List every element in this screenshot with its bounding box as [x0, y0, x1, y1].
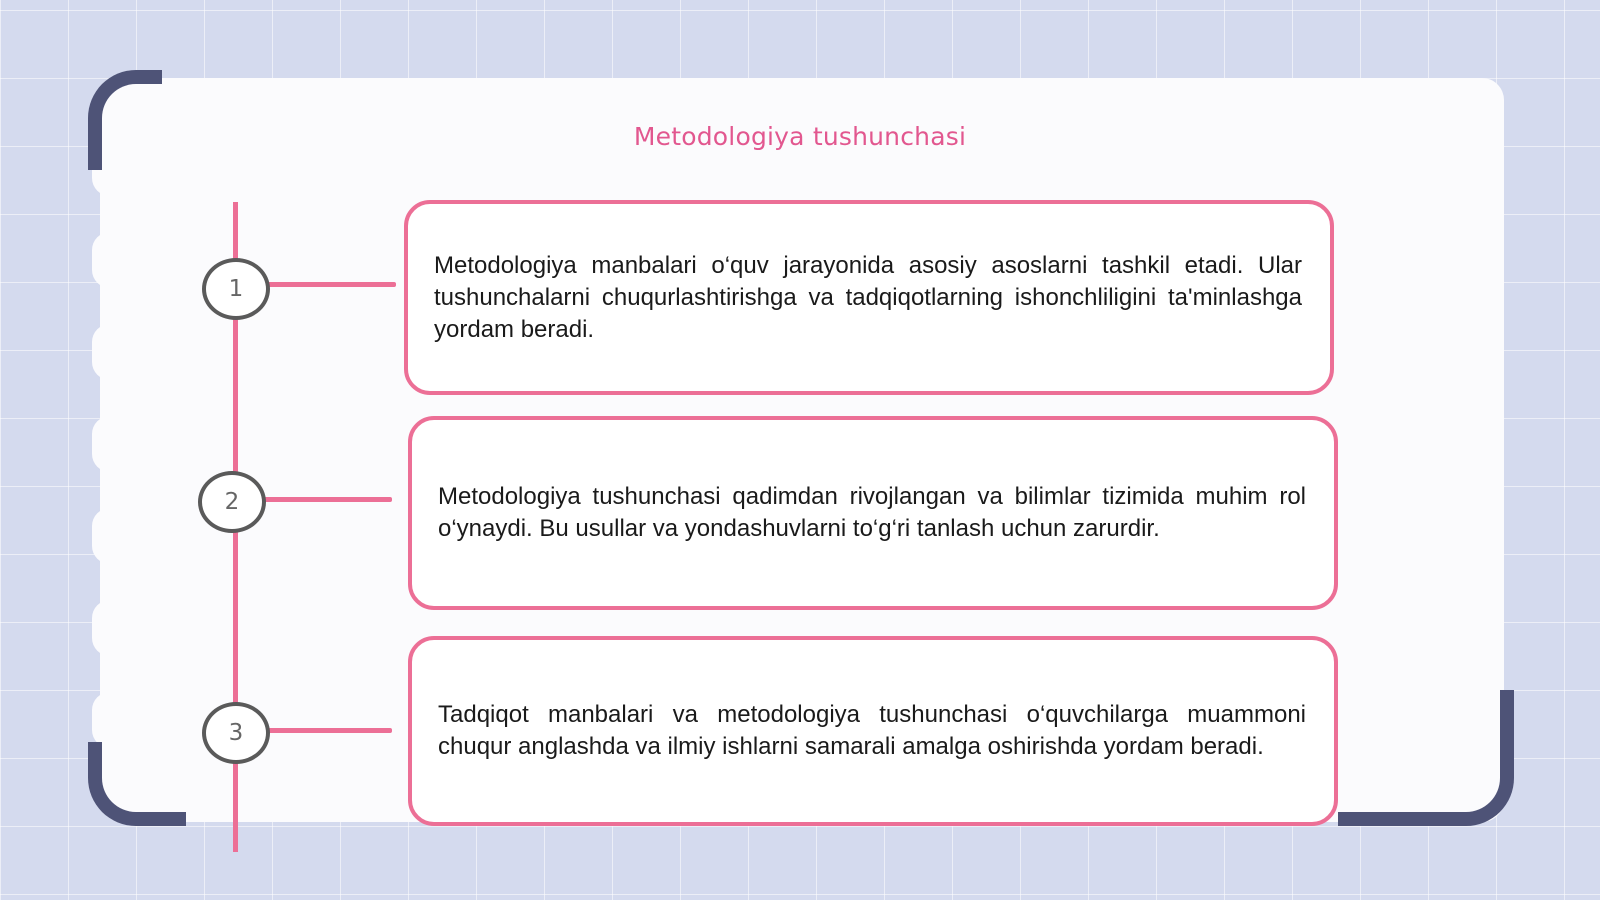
- step-card-text: Metodologiya tushunchasi qadimdan rivojlangan va bilimlar tizimida muhim rol o‘ynaydi. Bu usullar va yondashuvlarni to‘g‘ri tanlash uchun zarurdir.: [438, 483, 1306, 542]
- step-card: [408, 636, 1338, 826]
- step-card-text: Tadqiqot manbalari va metodologiya tushunchasi o‘quvchilarga muammoni chuqur anglashda va ilmiy ishlarni samarali amalga oshirishda yordam beradi.: [438, 701, 1306, 760]
- scallop: [92, 692, 128, 748]
- step-number-badge: 3: [202, 702, 270, 764]
- slide-title: Metodologiya tushunchasi: [633, 122, 967, 151]
- corner-bracket-top-left: [88, 70, 162, 170]
- scallop: [92, 508, 128, 564]
- step-card: [408, 416, 1338, 610]
- step-number-badge: 1: [202, 258, 270, 320]
- sheet-scalloped-edge: [92, 140, 128, 760]
- scallop: [92, 232, 128, 288]
- corner-bracket-bottom-left: [88, 742, 186, 826]
- scallop: [92, 324, 128, 380]
- step-number-badge: 2: [198, 471, 266, 533]
- step-card-text: Metodologiya manbalari o‘quv jarayonida asosiy asoslarni tashkil etadi. Ular tushunchalarni chuqurlashtirishga va tadqiqotlarning ishonchliligini ta'minlashga yordam beradi.: [434, 251, 1302, 343]
- timeline-connector: [266, 728, 392, 733]
- step-card: [404, 200, 1334, 395]
- scallop: [92, 600, 128, 656]
- timeline-connector: [262, 497, 392, 502]
- timeline-connector: [266, 282, 396, 287]
- scallop: [92, 416, 128, 472]
- corner-bracket-bottom-right: [1338, 690, 1514, 826]
